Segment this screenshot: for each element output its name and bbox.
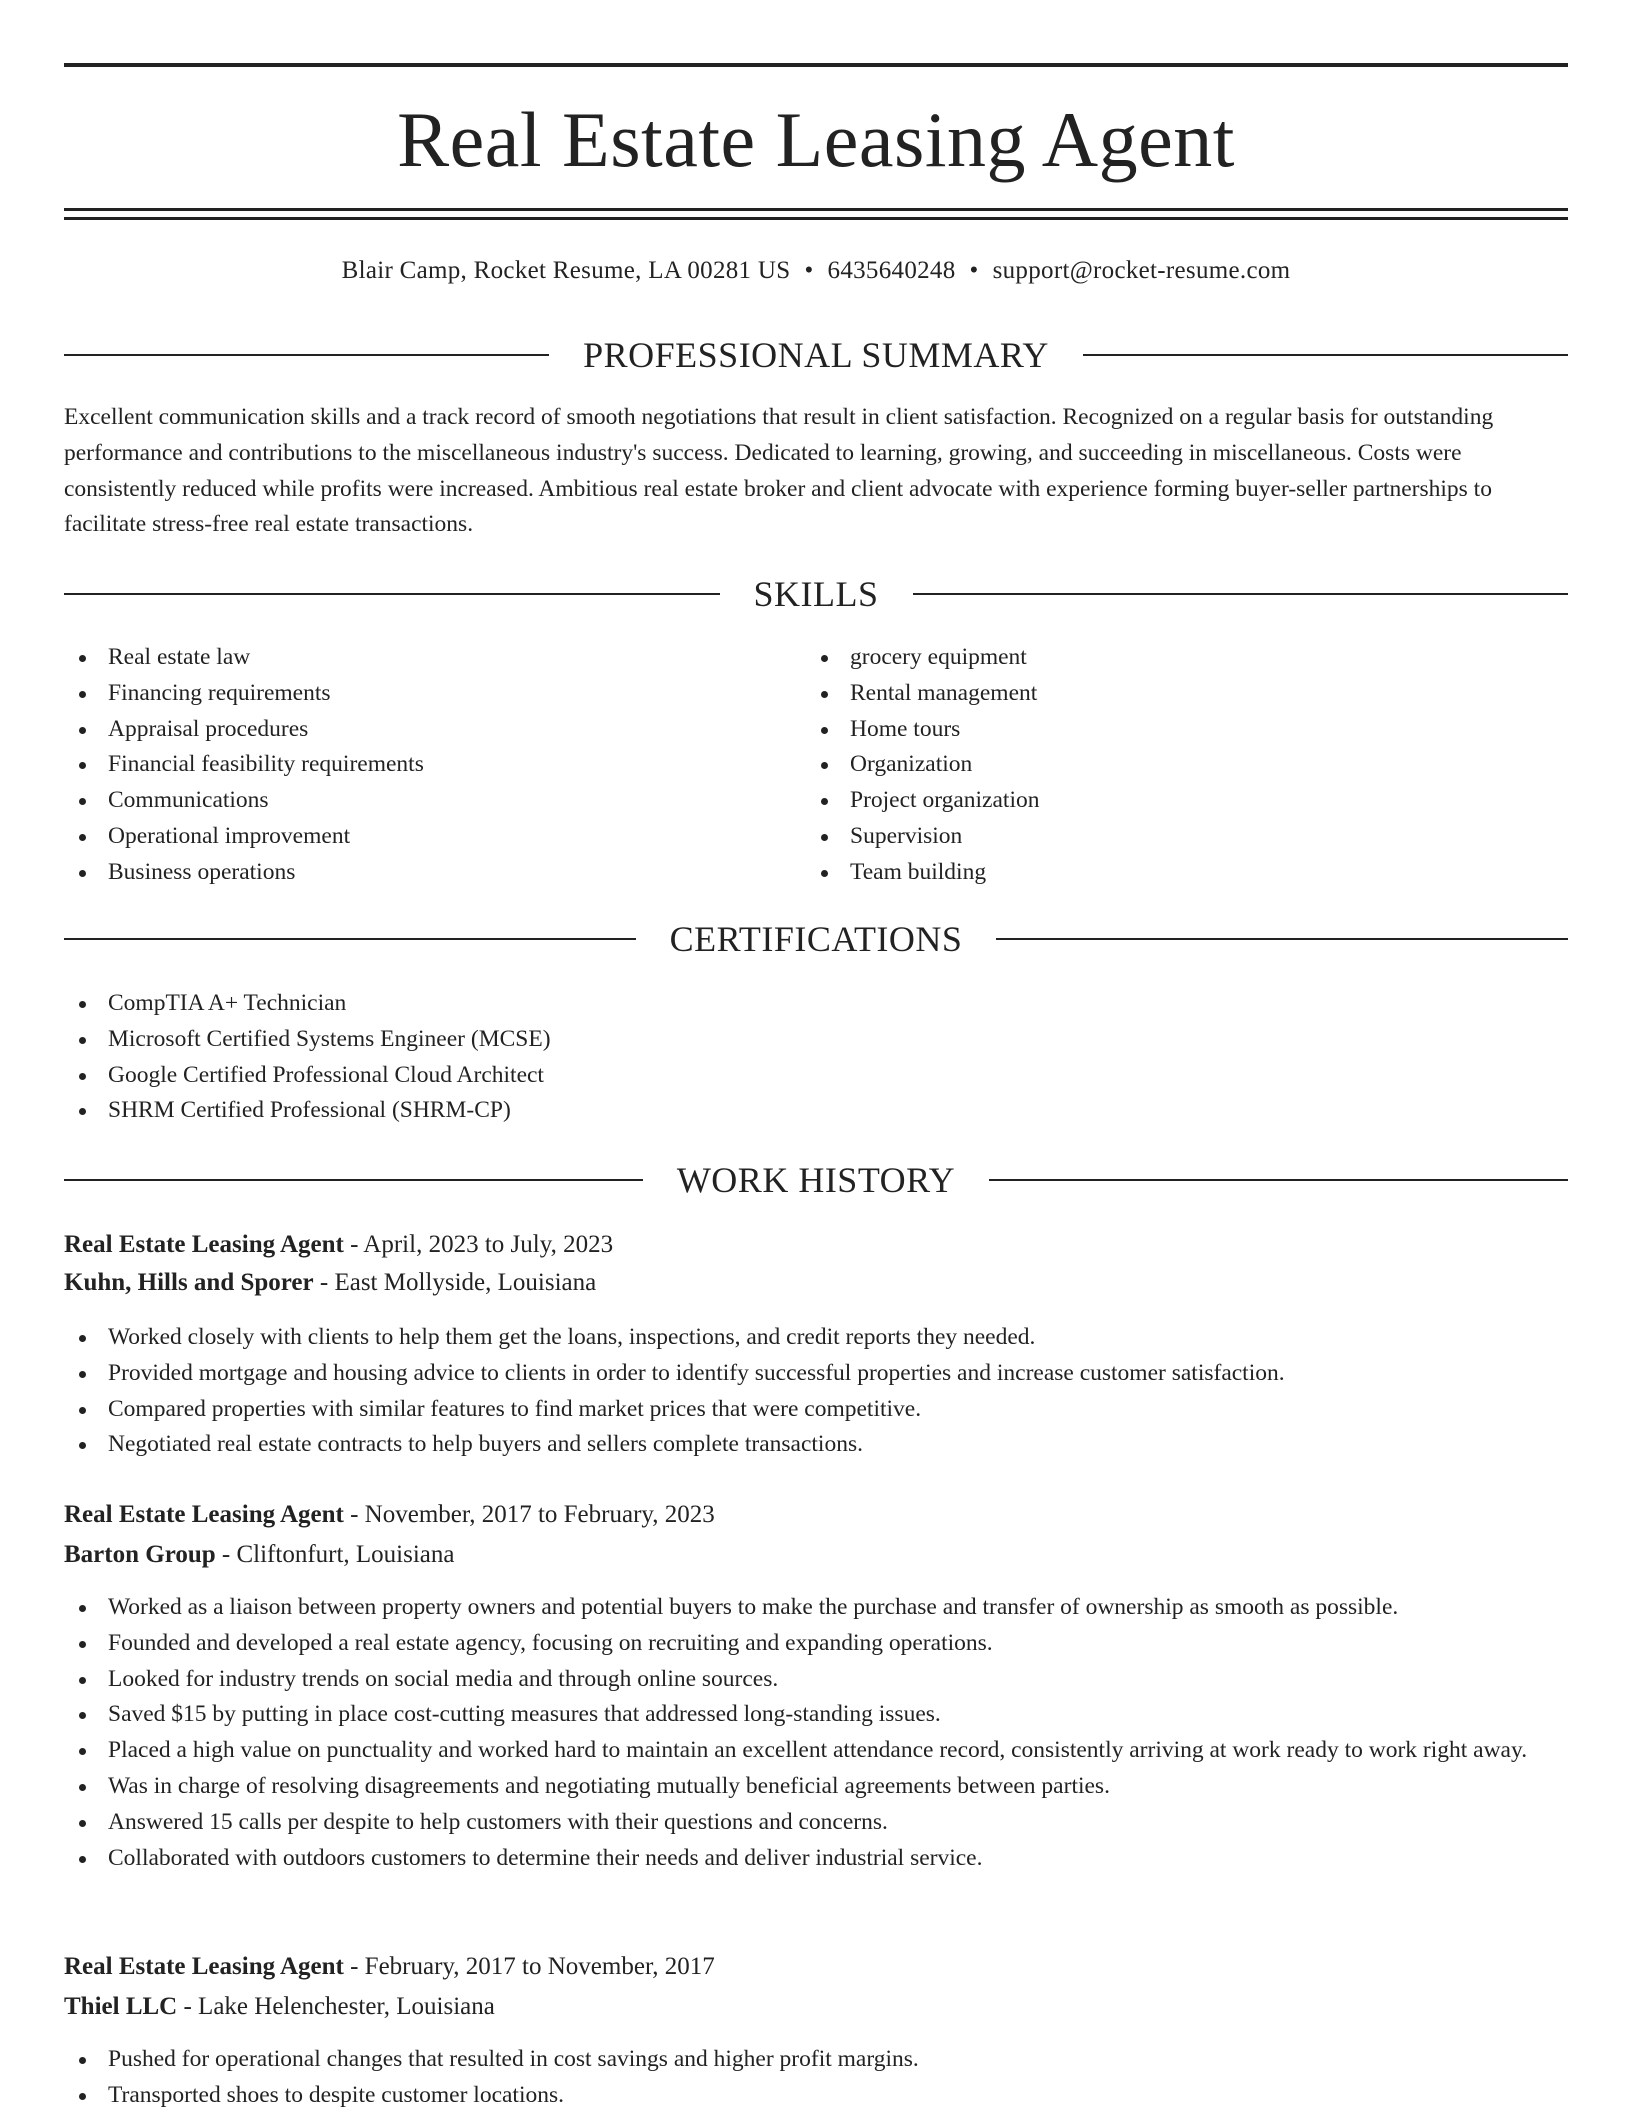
job-bullets [64, 2042, 1568, 2114]
job-bullet: Pushed for operational changes that resulted in cost savings and higher profit margins. [64, 2042, 1568, 2078]
skill-item: Real estate law [64, 640, 764, 676]
job-bullet: Looked for industry trends on social media and through online sources. [64, 1662, 1568, 1698]
work-section-heading [64, 1158, 1568, 1202]
job-company: Kuhn, Hills and Sporer [64, 1269, 314, 1296]
skill-item: Organization [806, 747, 1506, 783]
skill-item: Financing requirements [64, 676, 764, 712]
certifications-section-heading [64, 917, 1568, 961]
certification-item: SHRM Certified Professional (SHRM-CP) [64, 1093, 1504, 1129]
job-dates: - November, 2017 to February, 2023 [343, 1501, 715, 1528]
heading-rule-right [1083, 354, 1568, 356]
job-dates: - February, 2017 to November, 2017 [343, 1953, 715, 1980]
skill-item: Supervision [806, 819, 1506, 855]
job-bullet: Compared properties with similar features to find market prices that were competitive. [64, 1392, 1568, 1428]
job-bullet: Collaborated with outdoors customers to determine their needs and deliver industrial service. [64, 1841, 1568, 1877]
skill-item: Team building [806, 855, 1506, 891]
skills-section-heading [64, 572, 1568, 616]
contact-line [64, 255, 1568, 287]
job-company-line [64, 1990, 1568, 2024]
contact-address: Blair Camp, Rocket Resume, LA 00281 US [341, 257, 791, 284]
job-bullet: Answered 15 calls per despite to help customers with their questions and concerns. [64, 1805, 1568, 1841]
skills-list-left [64, 640, 764, 891]
job-location: - East Mollyside, Louisiana [313, 1269, 597, 1296]
job-title: Real Estate Leasing Agent [64, 1231, 344, 1258]
skill-item: Rental management [806, 676, 1506, 712]
job-company-line [64, 1538, 1568, 1572]
certification-item: Microsoft Certified Systems Engineer (MCSE) [64, 1022, 1504, 1058]
certification-item: CompTIA A+ Technician [64, 986, 1504, 1022]
contact-email: support@rocket-resume.com [992, 257, 1291, 284]
job-location: - Lake Helenchester, Louisiana [177, 1993, 495, 2020]
job-bullets [64, 1590, 1568, 1876]
job-bullet: Saved $15 by putting in place cost-cutting measures that addressed long-standing issues. [64, 1697, 1568, 1733]
job-bullet: Negotiated real estate contracts to help buyers and sellers complete transactions. [64, 1427, 1568, 1463]
job-company: Thiel LLC [64, 1993, 178, 2020]
job-bullet: Worked as a liaison between property owners and potential buyers to make the purchase and transfer of ownership as smooth as possible. [64, 1590, 1568, 1626]
top-rule [64, 63, 1568, 67]
job-company-line [64, 1266, 1568, 1300]
job-bullet: Placed a high value on punctuality and worked hard to maintain an excellent attendance record, consistently arriving at work ready to work right away. [64, 1733, 1568, 1769]
certification-item: Google Certified Professional Cloud Architect [64, 1058, 1504, 1094]
skill-item: Home tours [806, 712, 1506, 748]
heading-rule-right [913, 593, 1569, 595]
title-double-rule [64, 208, 1568, 220]
job-title-line [64, 1498, 1568, 1532]
job-company: Barton Group [64, 1541, 216, 1568]
job-bullet: Provided mortgage and housing advice to clients in order to identify successful properties and increase customer satisfaction. [64, 1356, 1568, 1392]
job-title-line [64, 1950, 1568, 1984]
certifications-list [64, 986, 1504, 1129]
skill-item: Appraisal procedures [64, 712, 764, 748]
job-dates: - April, 2023 to July, 2023 [343, 1231, 614, 1258]
job-location: - Cliftonfurt, Louisiana [215, 1541, 455, 1568]
heading-rule-left [64, 1179, 643, 1181]
heading-rule-left [64, 938, 636, 940]
skill-item: Financial feasibility requirements [64, 747, 764, 783]
skill-item: Operational improvement [64, 819, 764, 855]
skill-item: Communications [64, 783, 764, 819]
job-title: Real Estate Leasing Agent [64, 1501, 344, 1528]
skill-item: Business operations [64, 855, 764, 891]
summary-heading-label: PROFESSIONAL SUMMARY [583, 335, 1049, 375]
job-bullets [64, 1320, 1568, 1463]
job-bullet: Founded and developed a real estate agency, focusing on recruiting and expanding operations. [64, 1626, 1568, 1662]
skills-heading-label: SKILLS [753, 574, 879, 614]
heading-rule-left [64, 593, 720, 595]
work-heading-label: WORK HISTORY [676, 1160, 956, 1200]
skill-item: Project organization [806, 783, 1506, 819]
summary-text: Excellent communication skills and a track record of smooth negotiations that result in client satisfaction. Recognized on a regular basis for outstanding performance and contributions to the miscellaneous industry's success. Dedicated to learning, growing, and succeeding in miscellaneous. Costs were consistently reduced while profits were increased. Ambitious real estate broker and client advocate with experience forming buyer-seller partnerships to facilitate stress-free real estate transactions. [64, 404, 1494, 538]
skills-list-right [806, 640, 1506, 891]
job-title-line [64, 1228, 1568, 1262]
certifications-heading-label: CERTIFICATIONS [669, 919, 963, 959]
resume-title: Real Estate Leasing Agent [397, 96, 1235, 183]
contact-separator: • [804, 257, 814, 284]
heading-rule-right [989, 1179, 1568, 1181]
contact-separator: • [969, 257, 979, 284]
job-bullet: Was in charge of resolving disagreements and negotiating mutually beneficial agreements between parties. [64, 1769, 1568, 1805]
summary-section-heading [64, 333, 1568, 377]
job-title: Real Estate Leasing Agent [64, 1953, 344, 1980]
job-bullet: Worked closely with clients to help them get the loans, inspections, and credit reports they needed. [64, 1320, 1568, 1356]
heading-rule-right [996, 938, 1568, 940]
contact-phone: 6435640248 [827, 257, 956, 284]
skill-item: grocery equipment [806, 640, 1506, 676]
job-bullet: Transported shoes to despite customer locations. [64, 2078, 1568, 2114]
heading-rule-left [64, 354, 549, 356]
